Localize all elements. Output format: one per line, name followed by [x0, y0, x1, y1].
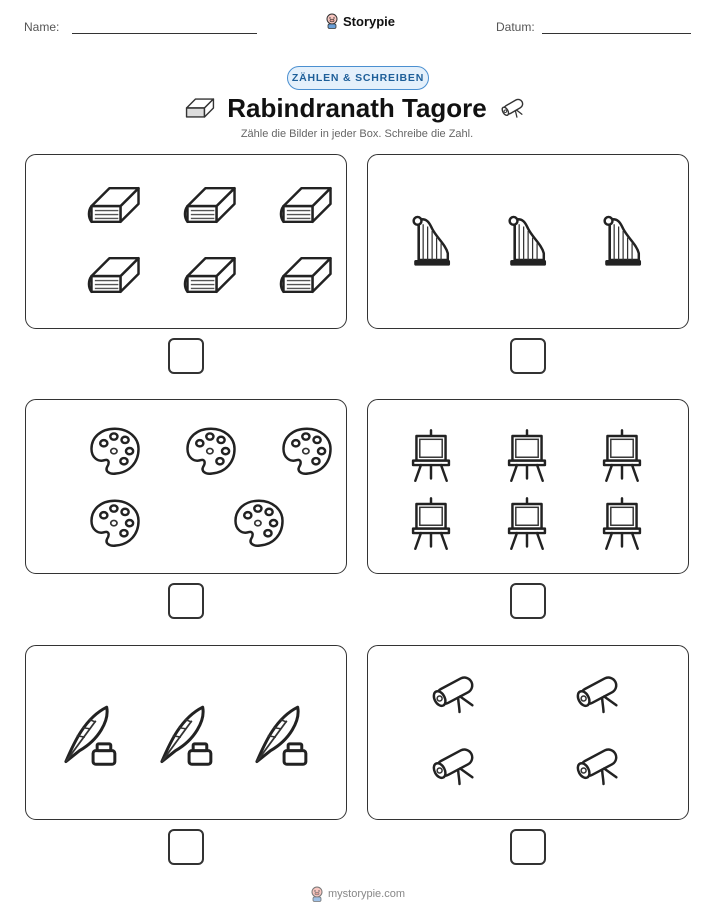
- harp-icon: [594, 213, 650, 269]
- pig-mascot-icon: [325, 13, 339, 29]
- palette-icon: [279, 422, 335, 478]
- brand-logo: [325, 13, 395, 29]
- harp-icon: [499, 213, 555, 269]
- book-icon: [87, 247, 143, 303]
- brand-name: Storypie: [343, 13, 396, 29]
- palette-icon: [231, 494, 287, 550]
- easel-icon: [403, 427, 459, 483]
- name-line[interactable]: [72, 33, 257, 34]
- book-icon: [183, 247, 239, 303]
- harp-icon: [403, 213, 459, 269]
- footer-url: mystorypie.com: [328, 888, 406, 900]
- date-label: Datum:: [496, 20, 535, 34]
- scroll-icon: [571, 667, 627, 723]
- answer-box-quills[interactable]: [168, 829, 204, 865]
- palette-icon: [183, 422, 239, 478]
- footer: [310, 886, 405, 902]
- easel-icon: [499, 427, 555, 483]
- name-label: Name:: [24, 20, 60, 34]
- instructions: Zähle die Bilder in jeder Box. Schreibe die Zahl.: [240, 128, 474, 140]
- scroll-icon: [571, 739, 627, 795]
- category-badge: ZÄHLEN & SCHREIBEN: [287, 66, 429, 90]
- scroll-icon: [427, 739, 483, 795]
- answer-box-scrolls[interactable]: [510, 829, 546, 865]
- easel-icon: [403, 495, 459, 551]
- pig-mascot-icon: [310, 886, 324, 902]
- answer-box-easels[interactable]: [510, 583, 546, 619]
- quill-ink-icon: [55, 699, 123, 767]
- book-icon: [279, 247, 335, 303]
- easel-icon: [594, 427, 650, 483]
- answer-box-palettes[interactable]: [168, 583, 204, 619]
- quill-ink-icon: [246, 699, 314, 767]
- book-icon: [87, 177, 143, 233]
- quill-ink-icon: [151, 699, 219, 767]
- palette-icon: [87, 422, 143, 478]
- counting-box-scrolls: [367, 645, 689, 820]
- palette-icon: [87, 494, 143, 550]
- easel-icon: [594, 495, 650, 551]
- answer-box-harps[interactable]: [510, 338, 546, 374]
- book-icon: [183, 177, 239, 233]
- page-title: Rabindranath Tagore: [227, 93, 487, 123]
- scroll-icon: [427, 667, 483, 723]
- scroll-icon: [498, 94, 530, 120]
- easel-icon: [499, 495, 555, 551]
- book-icon: [279, 177, 335, 233]
- answer-box-books[interactable]: [168, 338, 204, 374]
- date-line[interactable]: [542, 33, 691, 34]
